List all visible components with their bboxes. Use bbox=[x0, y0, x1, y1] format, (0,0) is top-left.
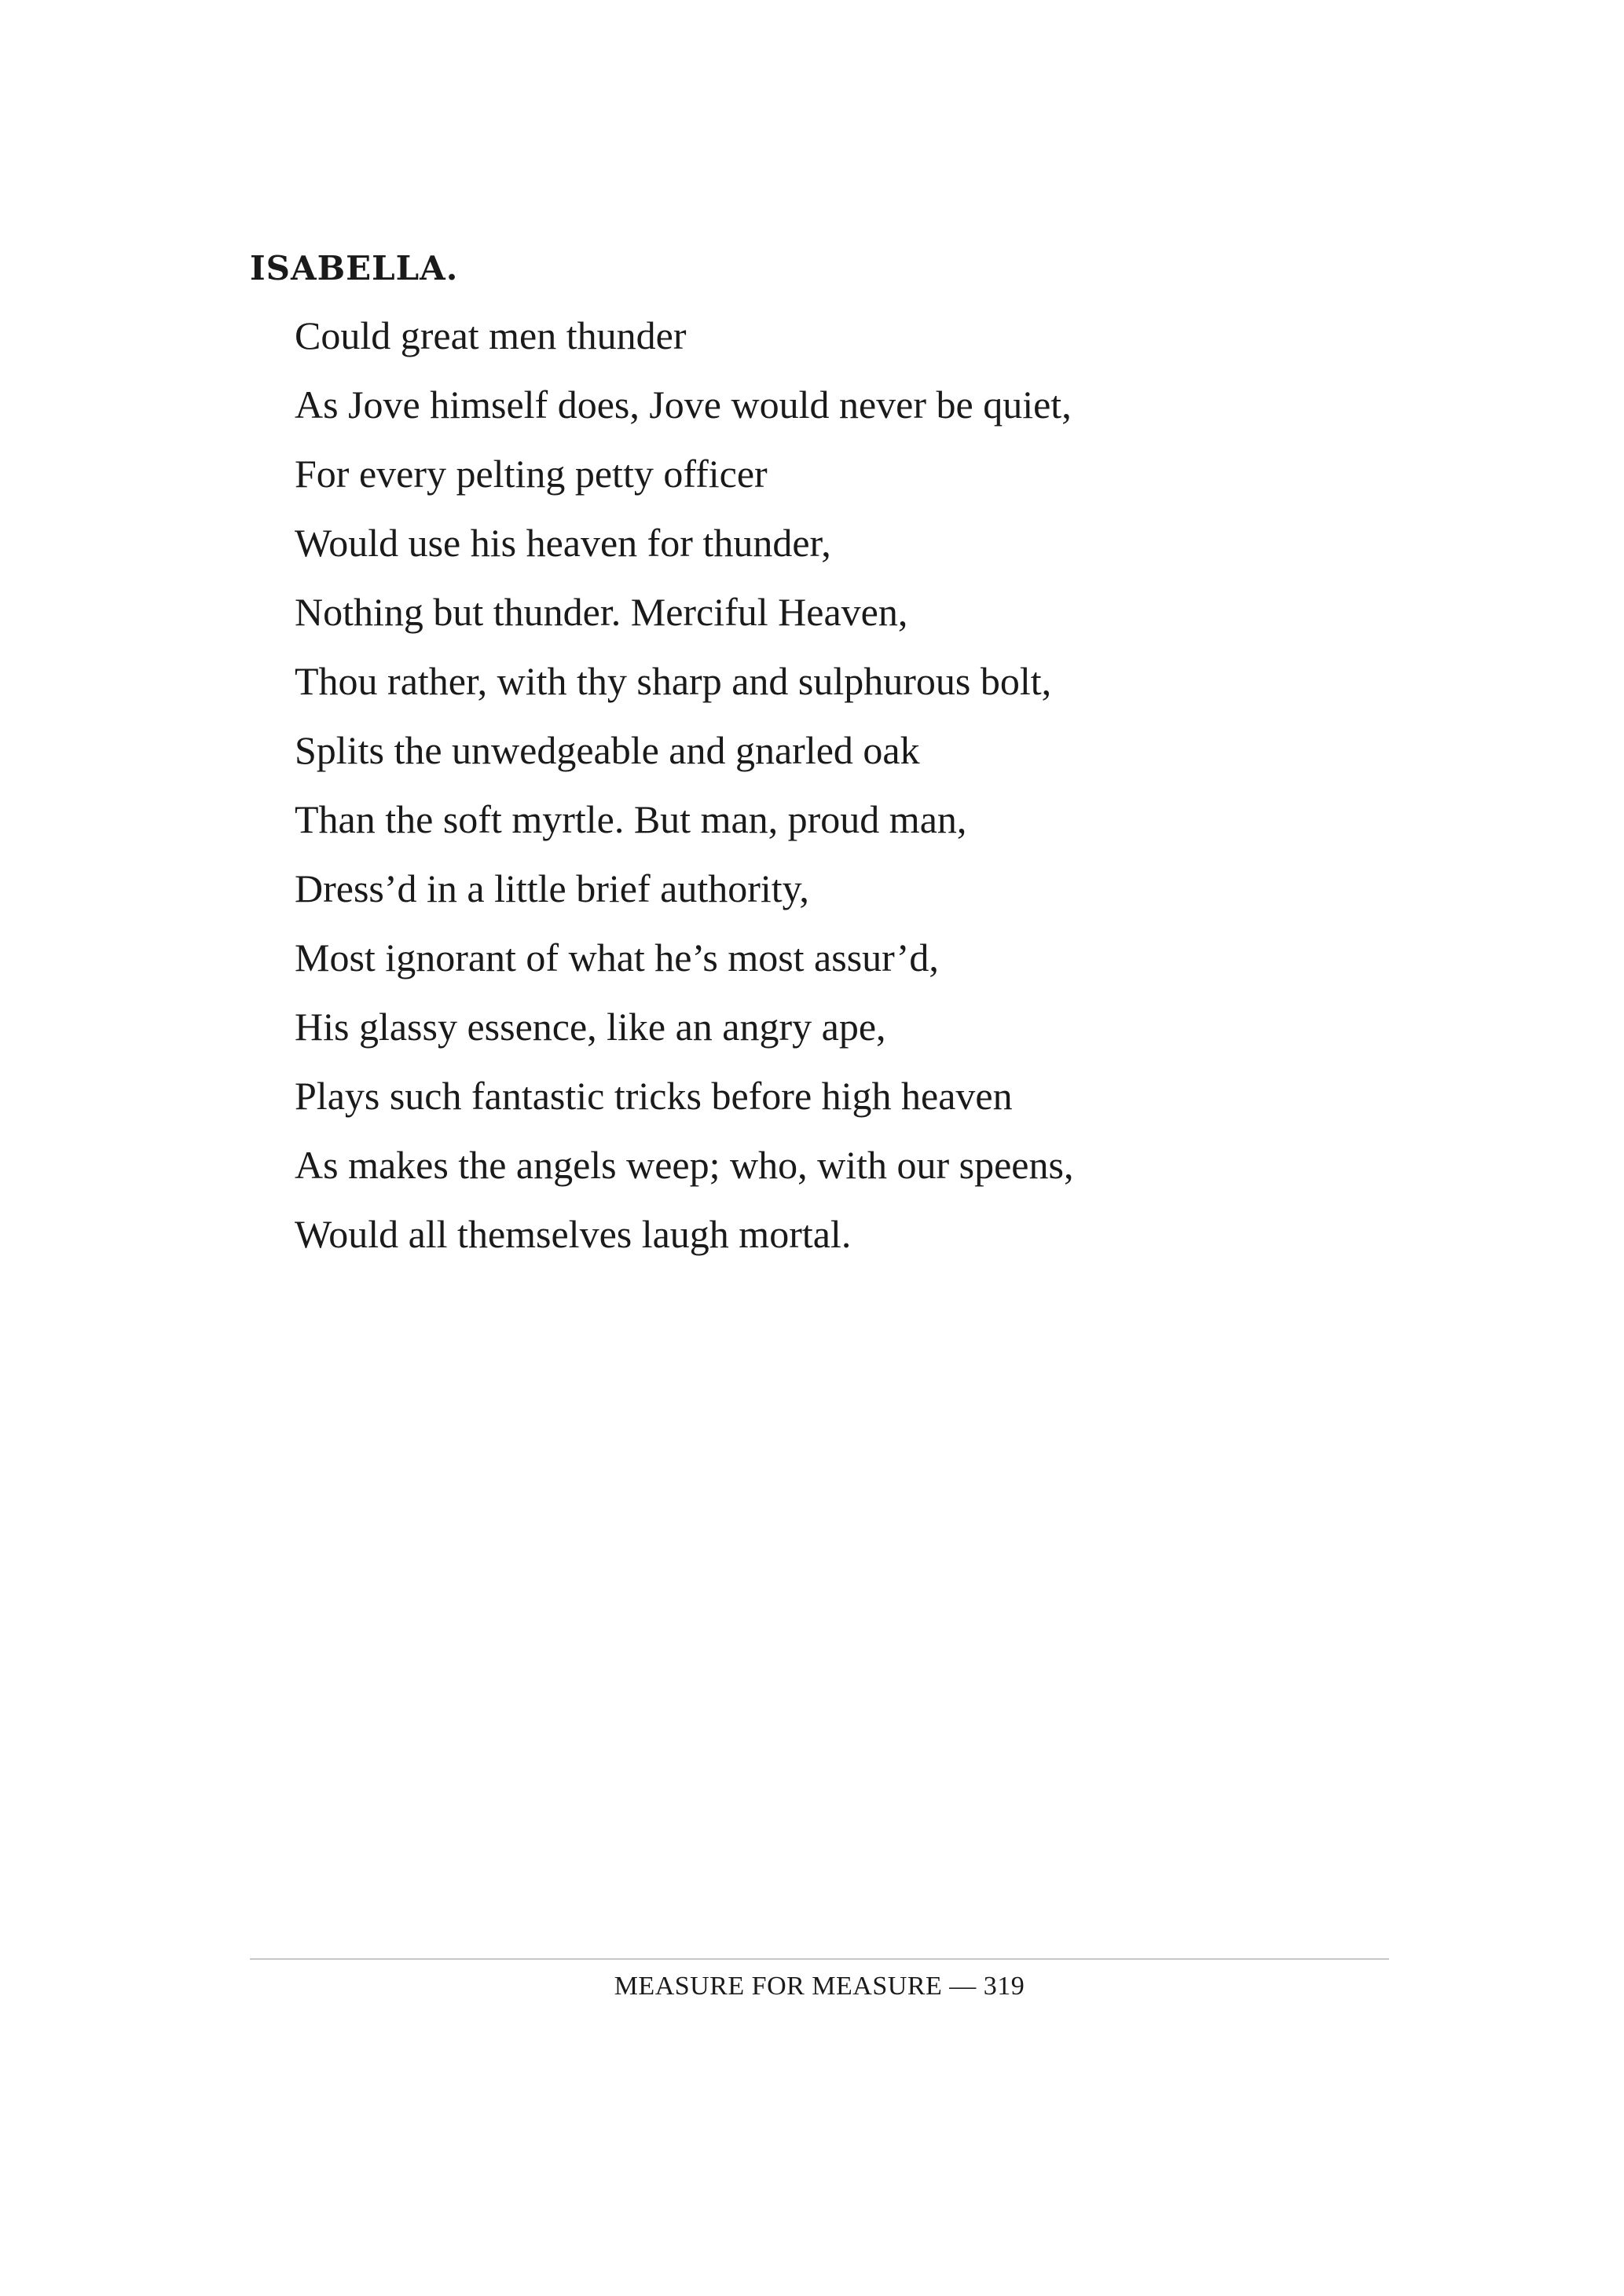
verse-line: His glassy essence, like an angry ape, bbox=[295, 1005, 886, 1049]
verse-line: As makes the angels weep; who, with our speens, bbox=[295, 1143, 1074, 1187]
verse-line: Would use his heaven for thunder, bbox=[295, 521, 831, 565]
verse-line: Dress’d in a little brief authority, bbox=[295, 866, 809, 910]
speaker-name: ISABELLA. bbox=[250, 249, 459, 287]
verse-block bbox=[295, 309, 1073, 1277]
verse-line: Plays such fantastic tricks before high heaven bbox=[295, 1074, 1013, 1118]
footer-divider bbox=[250, 1958, 1389, 1960]
verse-line: Splits the unwedgeable and gnarled oak bbox=[295, 728, 920, 772]
verse-line: For every pelting petty officer bbox=[295, 452, 768, 496]
verse-line: Most ignorant of what he’s most assur’d, bbox=[295, 936, 939, 980]
verse-line: Thou rather, with thy sharp and sulphurous bolt, bbox=[295, 659, 1052, 703]
verse-line: Would all themselves laugh mortal. bbox=[295, 1212, 852, 1256]
verse-line: Nothing but thunder. Merciful Heaven, bbox=[295, 590, 908, 634]
verse-line: Could great men thunder bbox=[295, 313, 687, 357]
verse-line: Than the soft myrtle. But man, proud man, bbox=[295, 797, 967, 841]
verse-line: As Jove himself does, Jove would never be quiet, bbox=[295, 383, 1072, 427]
running-footer: MEASURE FOR MEASURE — 319 bbox=[614, 1972, 1025, 2001]
